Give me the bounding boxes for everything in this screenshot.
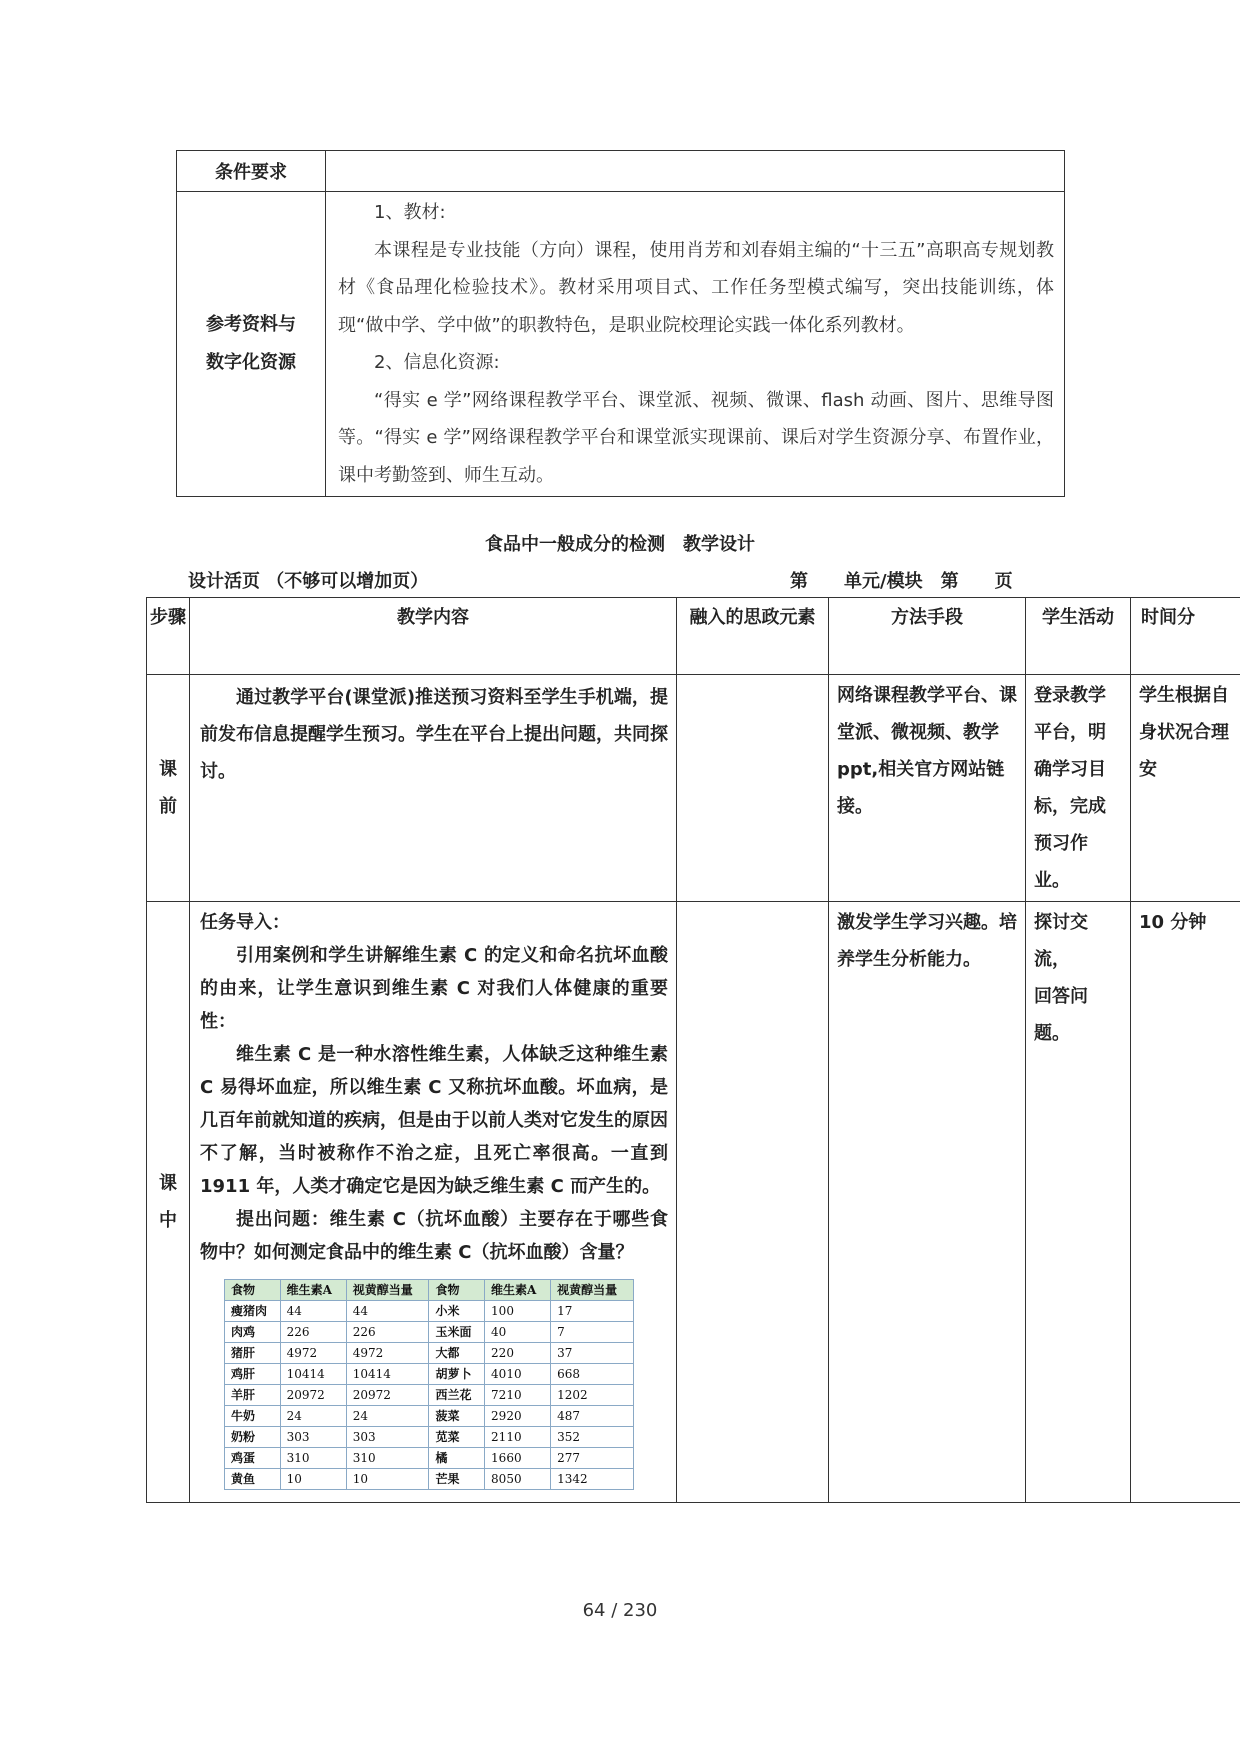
meta-left: 设计活页 （不够可以增加页） [188, 571, 429, 592]
vit-cell: 20972 [280, 1385, 346, 1406]
vit-cell: 1342 [551, 1469, 634, 1490]
vit-header: 维生素A [280, 1280, 346, 1301]
vitamin-row [225, 1406, 634, 1427]
vit-cell: 菠菜 [429, 1406, 485, 1427]
vit-cell: 芒果 [429, 1469, 485, 1490]
vit-cell: 24 [280, 1406, 346, 1427]
vitamin-table-image [224, 1279, 668, 1490]
page-number: 64 / 230 [582, 1600, 658, 1621]
mid-content [190, 902, 677, 1503]
conditions-value [326, 151, 1065, 192]
mid-method: 激发学生学习兴趣。培养学生分析能力。 [829, 902, 1026, 1503]
vit-cell: 226 [346, 1322, 429, 1343]
vit-cell: 10 [346, 1469, 429, 1490]
vit-header: 食物 [429, 1280, 485, 1301]
mid-student-line2: 流， [1034, 949, 1070, 970]
vitamin-table [224, 1279, 634, 1490]
mid-student-line3: 回答问 [1034, 986, 1088, 1007]
vit-cell: 2920 [485, 1406, 551, 1427]
top-table [176, 150, 1065, 497]
vit-cell: 303 [280, 1427, 346, 1448]
vit-cell: 小米 [429, 1301, 485, 1322]
vit-header: 维生素A [485, 1280, 551, 1301]
vit-cell: 4010 [485, 1364, 551, 1385]
references-p2: 本课程是专业技能（方向）课程，使用肖芳和刘春娟主编的“十三五”高职高专规划教材《食品理化检验技术》。教材采用项目式、工作任务型模式编写，突出技能训练，体现“做中学、学中做”的职教特色，是职业院校理论实践一体化系列教材。 [338, 239, 1054, 336]
vit-cell: 310 [280, 1448, 346, 1469]
vit-cell: 1660 [485, 1448, 551, 1469]
header-step: 步骤 [147, 598, 190, 675]
vit-cell: 苋菜 [429, 1427, 485, 1448]
mid-ideology [677, 902, 829, 1503]
vit-cell: 668 [551, 1364, 634, 1385]
vit-cell: 10 [280, 1469, 346, 1490]
mid-student-line1: 探讨交 [1034, 912, 1088, 933]
mid-p3: 提出问题：维生素 C（抗坏血酸）主要存在于哪些食物中？如何测定食品中的维生素 C（抗坏血酸）含量？ [200, 1209, 668, 1263]
references-label [177, 192, 326, 497]
page-title: 食品中一般成分的检测 教学设计 [485, 534, 755, 555]
vit-header: 视黄醇当量 [346, 1280, 429, 1301]
vit-cell: 1202 [551, 1385, 634, 1406]
vitamin-row [225, 1385, 634, 1406]
references-p3: 2、信息化资源: [374, 352, 500, 373]
references-label-line1: 参考资料与 [206, 314, 296, 335]
header-content: 教学内容 [190, 598, 677, 675]
header-method: 方法手段 [829, 598, 1026, 675]
vit-cell: 37 [551, 1343, 634, 1364]
vit-cell: 226 [280, 1322, 346, 1343]
vit-cell: 4972 [346, 1343, 429, 1364]
pre-content-text: 通过教学平台(课堂派)推送预习资料至学生手机端，提前发布信息提醒学生预习。学生在平台上提出问题，共同探讨。 [200, 687, 668, 782]
vit-cell: 牛奶 [225, 1406, 281, 1427]
mid-student-line4: 题。 [1034, 1023, 1070, 1044]
references-body [326, 192, 1065, 497]
vit-cell: 橘 [429, 1448, 485, 1469]
vit-cell: 40 [485, 1322, 551, 1343]
pre-class-row [147, 675, 1240, 902]
vit-cell: 44 [346, 1301, 429, 1322]
vit-cell: 羊肝 [225, 1385, 281, 1406]
vit-cell: 大都 [429, 1343, 485, 1364]
vit-cell: 奶粉 [225, 1427, 281, 1448]
vitamin-row [225, 1427, 634, 1448]
vit-header: 食物 [225, 1280, 281, 1301]
references-p4: “得实 e 学”网络课程教学平台、课堂派、视频、微课、flash 动画、图片、思维导图等。“得实 e 学”网络课程教学平台和课堂派实现课前、课后对学生资源分享、布置作业，课中考勤签到、师生互动。 [338, 389, 1054, 486]
vit-cell: 303 [346, 1427, 429, 1448]
references-p1: 1、教材: [374, 202, 446, 223]
pre-content [190, 675, 677, 902]
mid-step: 课中 [147, 902, 190, 1503]
vitamin-row [225, 1301, 634, 1322]
vit-cell: 10414 [346, 1364, 429, 1385]
vit-cell: 17 [551, 1301, 634, 1322]
header-ideology: 融入的思政元素 [677, 598, 829, 675]
vit-cell: 7210 [485, 1385, 551, 1406]
pre-student: 登录教学平台，明确学习目标，完成预习作业。 [1026, 675, 1131, 902]
vit-cell: 310 [346, 1448, 429, 1469]
vit-cell: 西兰花 [429, 1385, 485, 1406]
vit-cell: 20972 [346, 1385, 429, 1406]
vit-cell: 胡萝卜 [429, 1364, 485, 1385]
vit-cell: 220 [485, 1343, 551, 1364]
header-time: 时间分 [1131, 598, 1240, 675]
vit-cell: 7 [551, 1322, 634, 1343]
conditions-label: 条件要求 [177, 151, 326, 192]
conditions-row [177, 151, 1065, 192]
references-label-line2: 数字化资源 [206, 352, 296, 373]
vit-cell: 24 [346, 1406, 429, 1427]
mid-p2: 维生素 C 是一种水溶性维生素，人体缺乏这种维生素 C 易得坏血症，所以维生素 C 又称抗坏血酸。坏血病，是几百年前就知道的疾病，但是由于以前人类对它发生的原因不了解，当时被称作不治之症，且死亡率很高。一直到 1911 年，人类才确定它是因为缺乏维生素 C 而产生的。 [200, 1044, 668, 1197]
vitamin-row [225, 1469, 634, 1490]
vit-cell: 10414 [280, 1364, 346, 1385]
mid-heading: 任务导入： [200, 912, 290, 933]
vit-cell: 8050 [485, 1469, 551, 1490]
meta-right: 第 单元/模块 第 页 [790, 571, 1013, 592]
vit-cell: 487 [551, 1406, 634, 1427]
vit-cell: 瘦猪肉 [225, 1301, 281, 1322]
vit-header: 视黄醇当量 [551, 1280, 634, 1301]
design-table [146, 597, 1240, 1503]
pre-ideology [677, 675, 829, 902]
vitamin-row [225, 1343, 634, 1364]
pre-method: 网络课程教学平台、课堂派、微视频、教学 ppt,相关官方网站链接。 [829, 675, 1026, 902]
vit-cell: 鸡肝 [225, 1364, 281, 1385]
vit-cell: 玉米面 [429, 1322, 485, 1343]
in-class-row [147, 902, 1240, 1503]
mid-p1: 引用案例和学生讲解维生素 C 的定义和命名抗坏血酸的由来，让学生意识到维生素 C 对我们人体健康的重要性： [200, 945, 668, 1032]
vitamin-row [225, 1322, 634, 1343]
vit-cell: 277 [551, 1448, 634, 1469]
vit-cell: 肉鸡 [225, 1322, 281, 1343]
vit-cell: 100 [485, 1301, 551, 1322]
vitamin-row [225, 1448, 634, 1469]
vit-cell: 鸡蛋 [225, 1448, 281, 1469]
vit-cell: 352 [551, 1427, 634, 1448]
vitamin-row [225, 1364, 634, 1385]
vit-cell: 2110 [485, 1427, 551, 1448]
vitamin-header-row [225, 1280, 634, 1301]
vit-cell: 44 [280, 1301, 346, 1322]
vit-cell: 猪肝 [225, 1343, 281, 1364]
vit-cell: 4972 [280, 1343, 346, 1364]
header-student: 学生活动 [1026, 598, 1131, 675]
vit-cell: 黄鱼 [225, 1469, 281, 1490]
design-header-row [147, 598, 1240, 675]
pre-step: 课前 [147, 675, 190, 902]
pre-time: 学生根据自身状况合理安 [1131, 675, 1240, 902]
references-row [177, 192, 1065, 497]
mid-student [1026, 902, 1131, 1503]
mid-time: 10 分钟 [1131, 902, 1240, 1503]
